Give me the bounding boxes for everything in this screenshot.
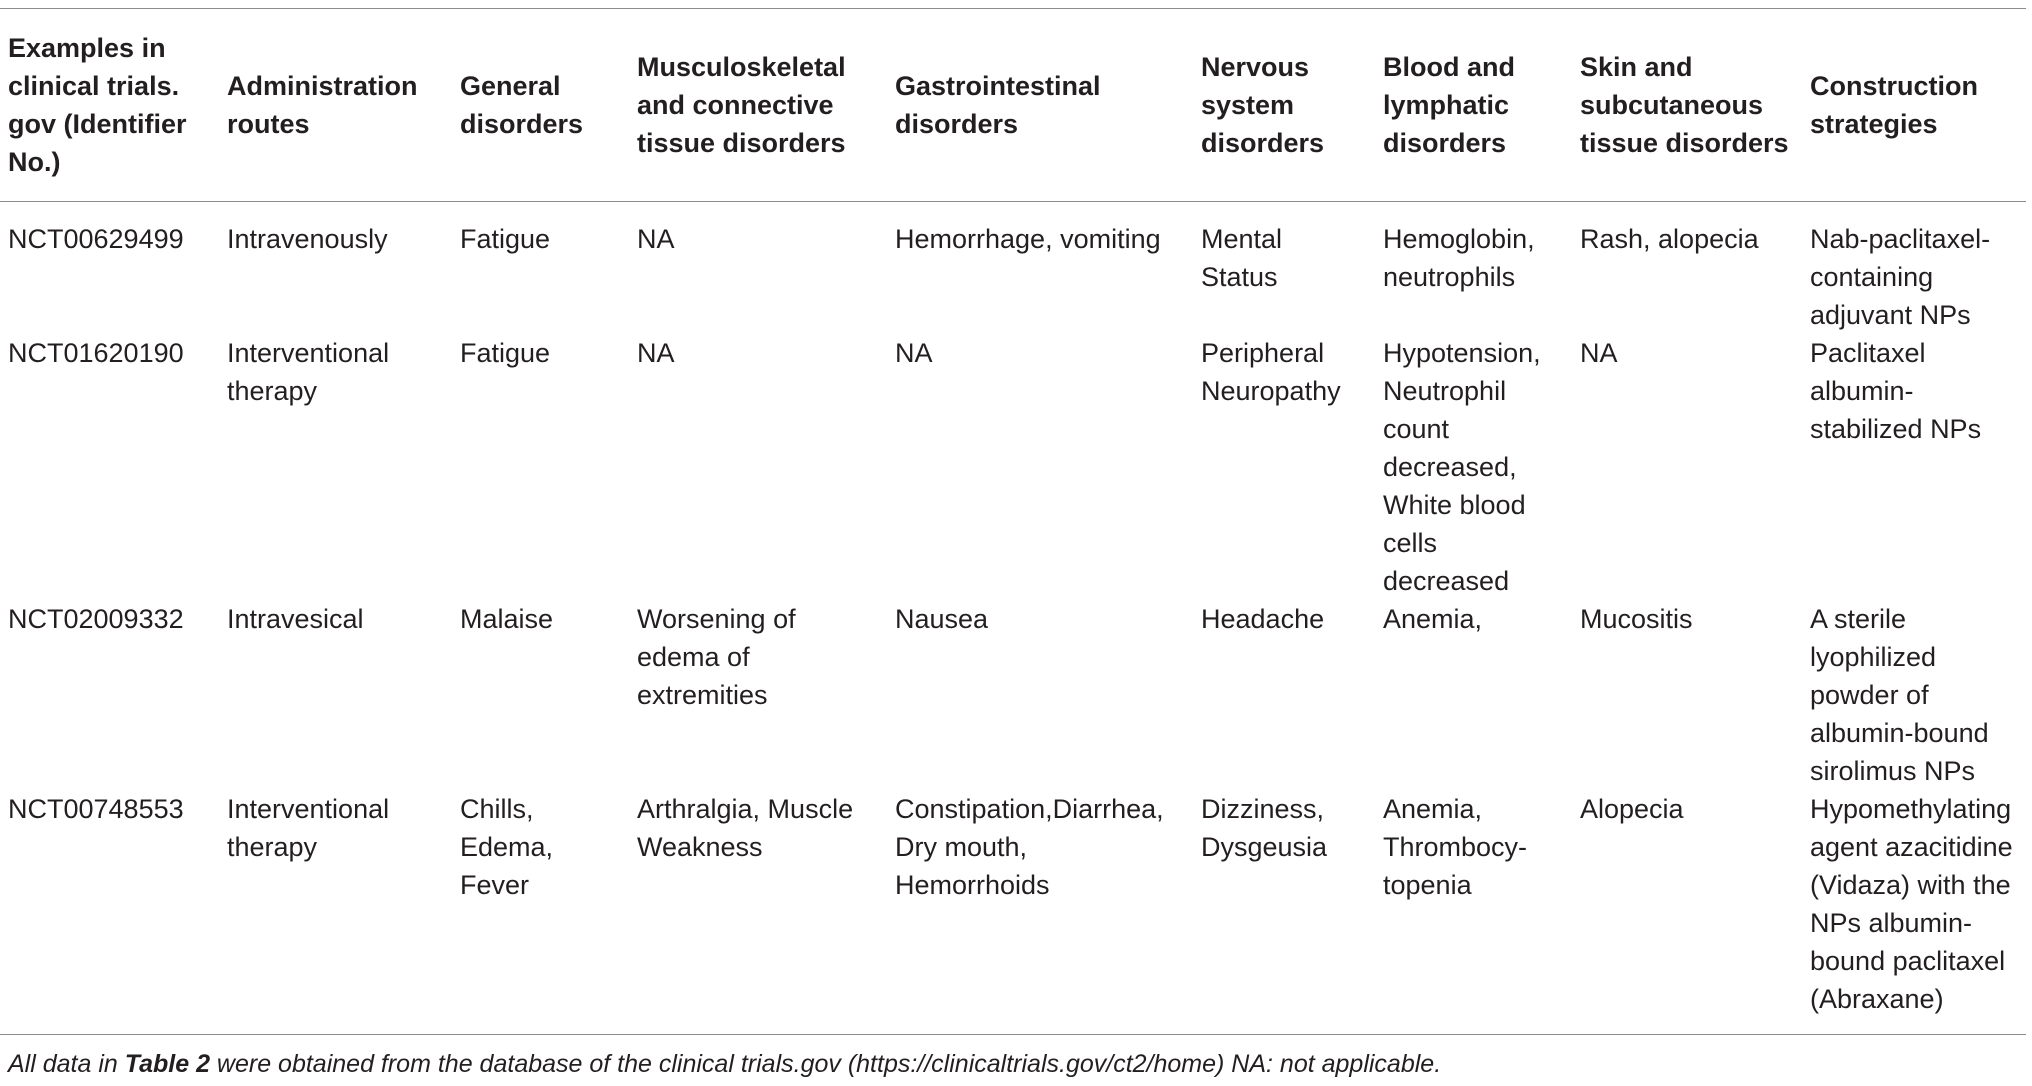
footnote-table-reference: Table 2	[124, 1050, 210, 1078]
footnote-suffix: were obtained from the database of the clinical trials.gov (https://clinicaltrials.gov/ct2/home) NA: not applicable.	[209, 1050, 1442, 1078]
table-cell: Interventional therapy	[227, 338, 390, 406]
table-cell: Chills, Edema, Fever	[460, 794, 554, 900]
table-cell: Fatigue	[460, 224, 551, 254]
table-cell: Anemia, Thrombocy-topenia	[1383, 794, 1528, 900]
table-cell: Peripheral Neuropathy	[1201, 338, 1341, 406]
header-row	[0, 9, 2026, 202]
table-row	[0, 202, 2026, 335]
table-cell: Dizziness, Dysgeusia	[1201, 794, 1328, 862]
table-cell: Headache	[1201, 604, 1325, 634]
table-cell: Mucositis	[1580, 604, 1693, 634]
footnote-prefix: All data in	[8, 1050, 125, 1078]
table-cell: Hypomethylating agent azacitidine (Vidaza) with the NPs albumin-bound paclitaxel (Abraxane)	[1810, 794, 2013, 1014]
table-cell: Anemia,	[1383, 604, 1483, 634]
column-header-general-disorders: General disorders	[460, 71, 584, 139]
table-cell: Worsening of edema of extremities	[637, 604, 796, 710]
table-cell: NA	[1580, 338, 1618, 368]
table-row	[0, 600, 2026, 790]
column-header-musculoskeletal-disorders: Musculoskeletal and connective tissue disorders	[637, 52, 846, 158]
table-footnote	[8, 1050, 1441, 1079]
table-cell: Mental Status	[1201, 224, 1283, 292]
table-body	[0, 202, 2026, 1035]
table-cell: Hypotension, Neutrophil count decreased, White blood cells decreased	[1383, 338, 1541, 596]
table-cell: Paclitaxel albumin-stabilized NPs	[1810, 338, 1982, 444]
table-cell: Fatigue	[460, 338, 551, 368]
column-header-blood-lymphatic-disorders: Blood and lymphatic disorders	[1383, 52, 1515, 158]
column-header-administration-routes: Administration routes	[227, 71, 418, 139]
table-cell: NA	[637, 338, 675, 368]
table-cell: Nausea	[895, 604, 989, 634]
table-cell: Nab-paclitaxel-containing adjuvant NPs	[1810, 224, 1991, 330]
column-header-identifier: Examples in clinical trials. gov (Identifier No.)	[8, 33, 187, 177]
clinical-trials-table	[0, 8, 2026, 1035]
column-header-nervous-system-disorders: Nervous system disorders	[1201, 52, 1325, 158]
table-cell: Arthralgia, Muscle Weakness	[637, 794, 854, 862]
table-cell: Intravenously	[227, 224, 388, 254]
table-row	[0, 790, 2026, 1035]
column-header-construction-strategies: Construction strategies	[1810, 71, 1978, 139]
table-cell: NCT02009332	[8, 604, 184, 634]
table-cell: NA	[895, 338, 933, 368]
table-cell: Intravesical	[227, 604, 364, 634]
table-cell: Rash, alopecia	[1580, 224, 1759, 254]
table-cell: Alopecia	[1580, 794, 1684, 824]
table-cell: Hemoglobin, neutrophils	[1383, 224, 1535, 292]
table-cell: NCT00629499	[8, 224, 184, 254]
data-table-container	[0, 8, 2026, 1035]
column-header-skin-disorders: Skin and subcutaneous tissue disorders	[1580, 52, 1789, 158]
column-header-gastrointestinal-disorders: Gastrointestinal disorders	[895, 71, 1101, 139]
table-cell: NA	[637, 224, 675, 254]
table-cell: Constipation,Diarrhea, Dry mouth, Hemorrhoids	[895, 794, 1164, 900]
table-header	[0, 9, 2026, 202]
table-cell: Hemorrhage, vomiting	[895, 224, 1161, 254]
table-cell: NCT00748553	[8, 794, 184, 824]
table-cell: NCT01620190	[8, 338, 184, 368]
table-cell: A sterile lyophilized powder of albumin-bound sirolimus NPs	[1810, 604, 1989, 786]
table-cell: Interventional therapy	[227, 794, 390, 862]
table-row	[0, 334, 2026, 600]
table-cell: Malaise	[460, 604, 554, 634]
